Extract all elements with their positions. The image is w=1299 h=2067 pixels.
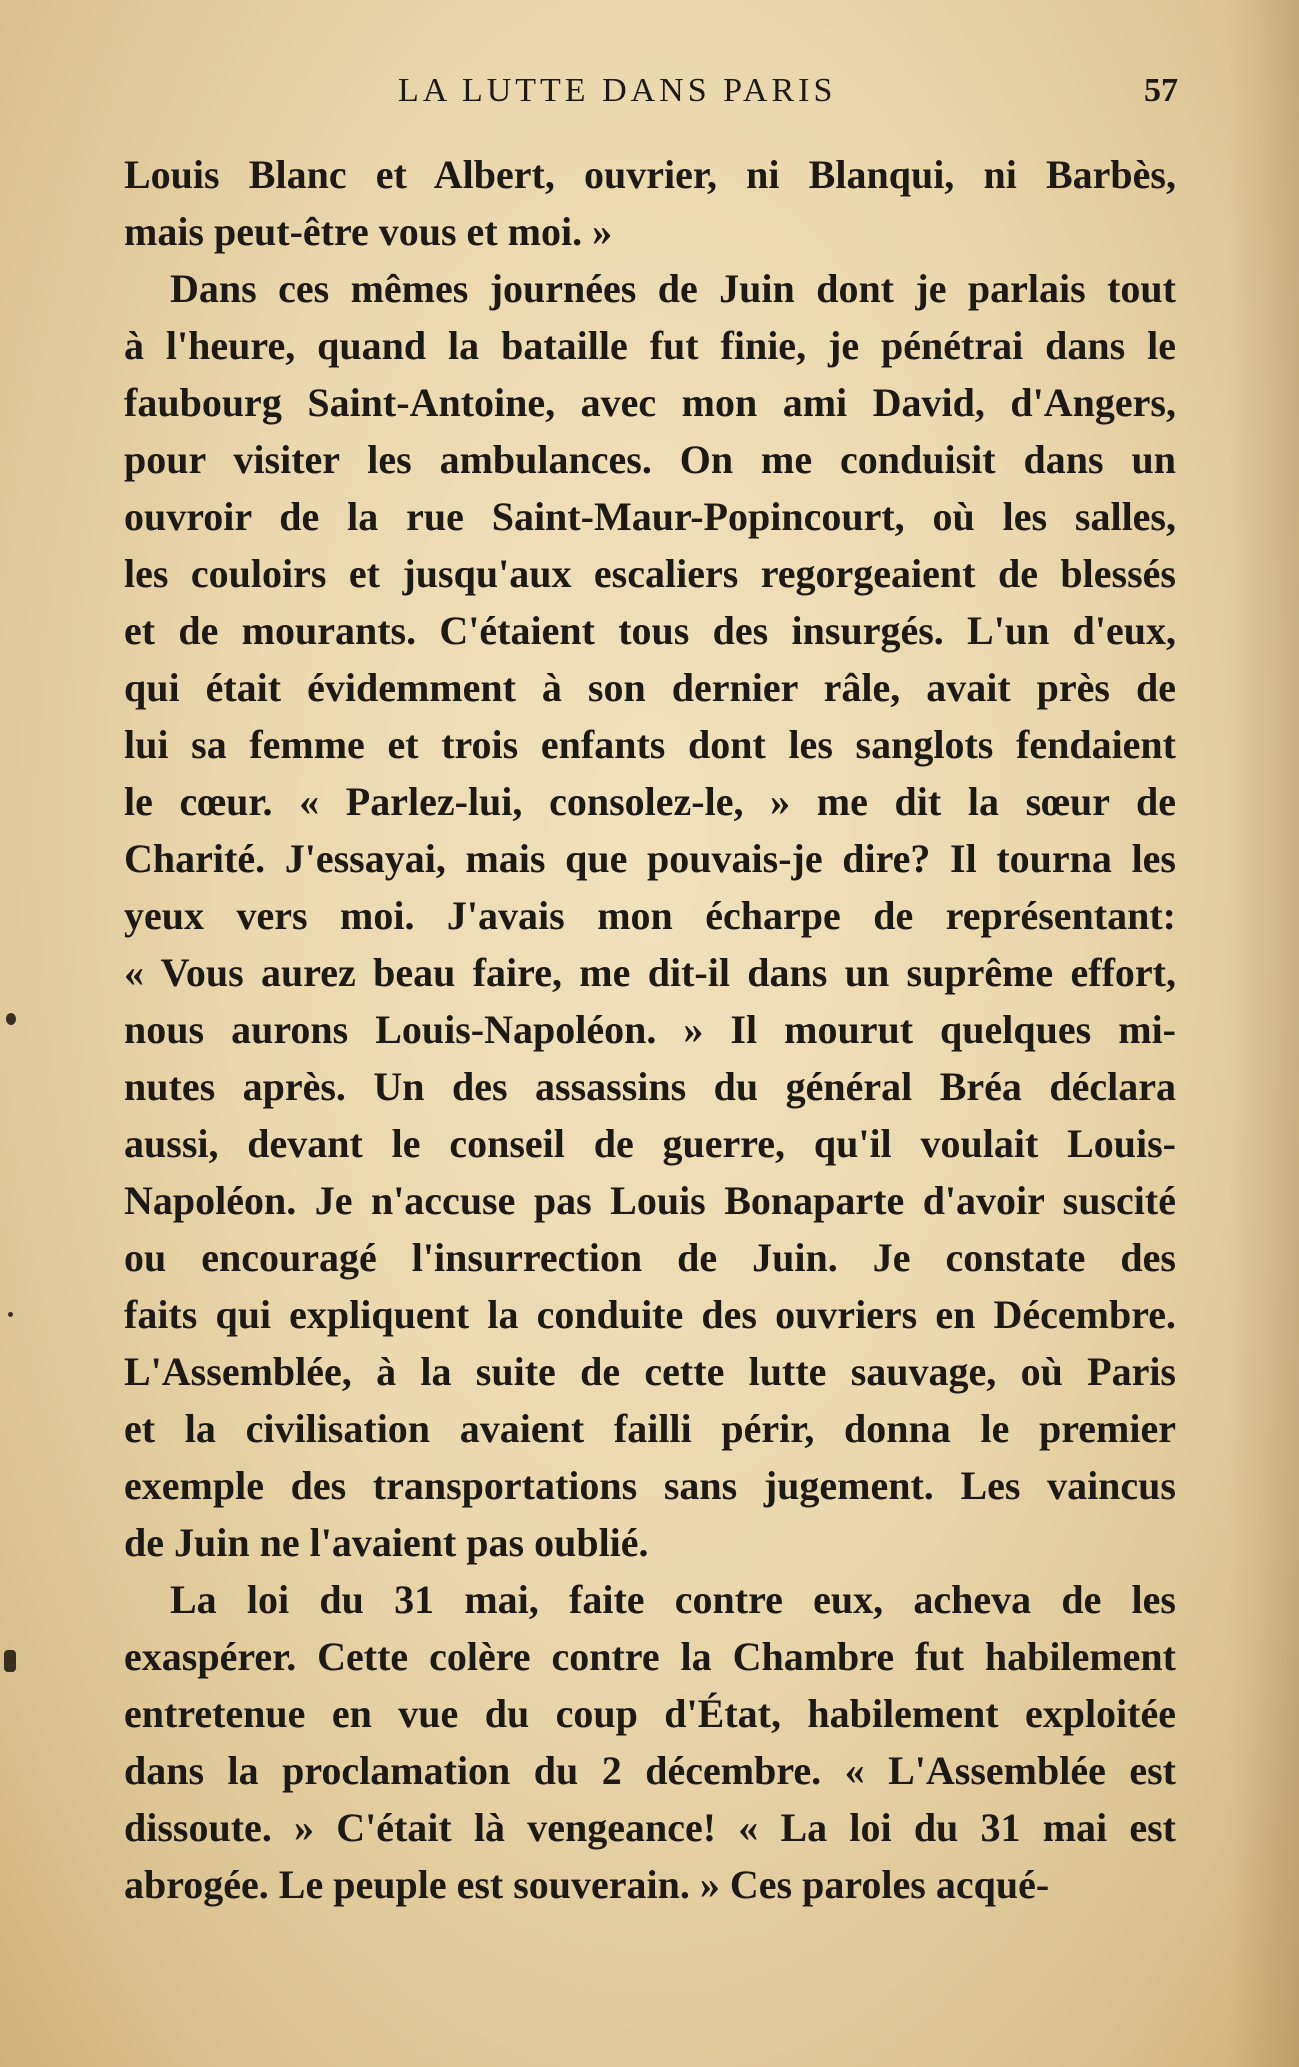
text-line: pour visiter les ambulances. On me conduisit dans un — [124, 437, 1176, 482]
page-number: 57 — [1144, 72, 1178, 109]
text-line: abrogée. Le peuple est souverain. » Ces paroles acqué- — [124, 1862, 1050, 1907]
text-line: exaspérer. Cette colère contre la Chambre fut habilement — [124, 1634, 1176, 1679]
ink-speck — [6, 1013, 16, 1025]
text-line: La loi du 31 mai, faite contre eux, acheva de les — [170, 1577, 1176, 1622]
text-line: ou encouragé l'insurrection de Juin. Je constate des — [124, 1235, 1176, 1280]
text-line: ouvroir de la rue Saint-Maur-Popincourt, où les salles, — [124, 494, 1176, 539]
text-line: L'Assemblée, à la suite de cette lutte sauvage, où Paris — [124, 1349, 1176, 1394]
text-line: le cœur. « Parlez-lui, consolez-le, » me dit la sœur de — [124, 779, 1176, 824]
body-text — [124, 146, 1176, 1913]
paragraph — [124, 146, 1176, 260]
text-line: entretenue en vue du coup d'État, habilement exploitée — [124, 1691, 1176, 1736]
text-line: et de mourants. C'étaient tous des insurgés. L'un d'eux, — [124, 608, 1176, 653]
text-line: faubourg Saint-Antoine, avec mon ami David, d'Angers, — [124, 380, 1176, 425]
text-line: lui sa femme et trois enfants dont les sanglots fendaient — [124, 722, 1176, 767]
text-line: Dans ces mêmes journées de Juin dont je parlais tout — [170, 266, 1176, 311]
running-head: LA LUTTE DANS PARIS — [398, 72, 837, 109]
text-line: Charité. J'essayai, mais que pouvais-je dire? Il tourna les — [124, 836, 1176, 881]
text-line: dans la proclamation du 2 décembre. « L'Assemblée est — [124, 1748, 1176, 1793]
text-line: « Vous aurez beau faire, me dit-il dans un suprême effort, — [124, 950, 1176, 995]
text-line: mais peut-être vous et moi. » — [124, 209, 613, 254]
text-line: à l'heure, quand la bataille fut finie, je pénétrai dans le — [124, 323, 1176, 368]
text-line: dissoute. » C'était là vengeance! « La loi du 31 mai est — [124, 1805, 1176, 1850]
page-header — [128, 72, 1178, 122]
text-line: et la civilisation avaient failli périr, donna le premier — [124, 1406, 1176, 1451]
text-line: faits qui expliquent la conduite des ouvriers en Décembre. — [124, 1292, 1176, 1337]
text-line: Napoléon. Je n'accuse pas Louis Bonaparte d'avoir suscité — [124, 1178, 1176, 1223]
text-line: qui était évidemment à son dernier râle, avait près de — [124, 665, 1176, 710]
text-line: les couloirs et jusqu'aux escaliers regorgeaient de blessés — [124, 551, 1176, 596]
paragraph — [124, 260, 1176, 1571]
ink-speck — [4, 1650, 16, 1672]
text-line: yeux vers moi. J'avais mon écharpe de représentant: — [124, 893, 1176, 938]
ink-speck — [8, 1312, 13, 1317]
paragraph — [124, 1571, 1176, 1913]
text-line: exemple des transportations sans jugement. Les vaincus — [124, 1463, 1176, 1508]
text-line: de Juin ne l'avaient pas oublié. — [124, 1520, 649, 1565]
text-line: Louis Blanc et Albert, ouvrier, ni Blanqui, ni Barbès, — [124, 152, 1176, 197]
page-edge-shadow — [1229, 0, 1299, 2067]
text-line: aussi, devant le conseil de guerre, qu'il voulait Louis- — [124, 1121, 1176, 1166]
text-line: nous aurons Louis-Napoléon. » Il mourut quelques mi- — [124, 1007, 1176, 1052]
text-line: nutes après. Un des assassins du général Bréa déclara — [124, 1064, 1176, 1109]
